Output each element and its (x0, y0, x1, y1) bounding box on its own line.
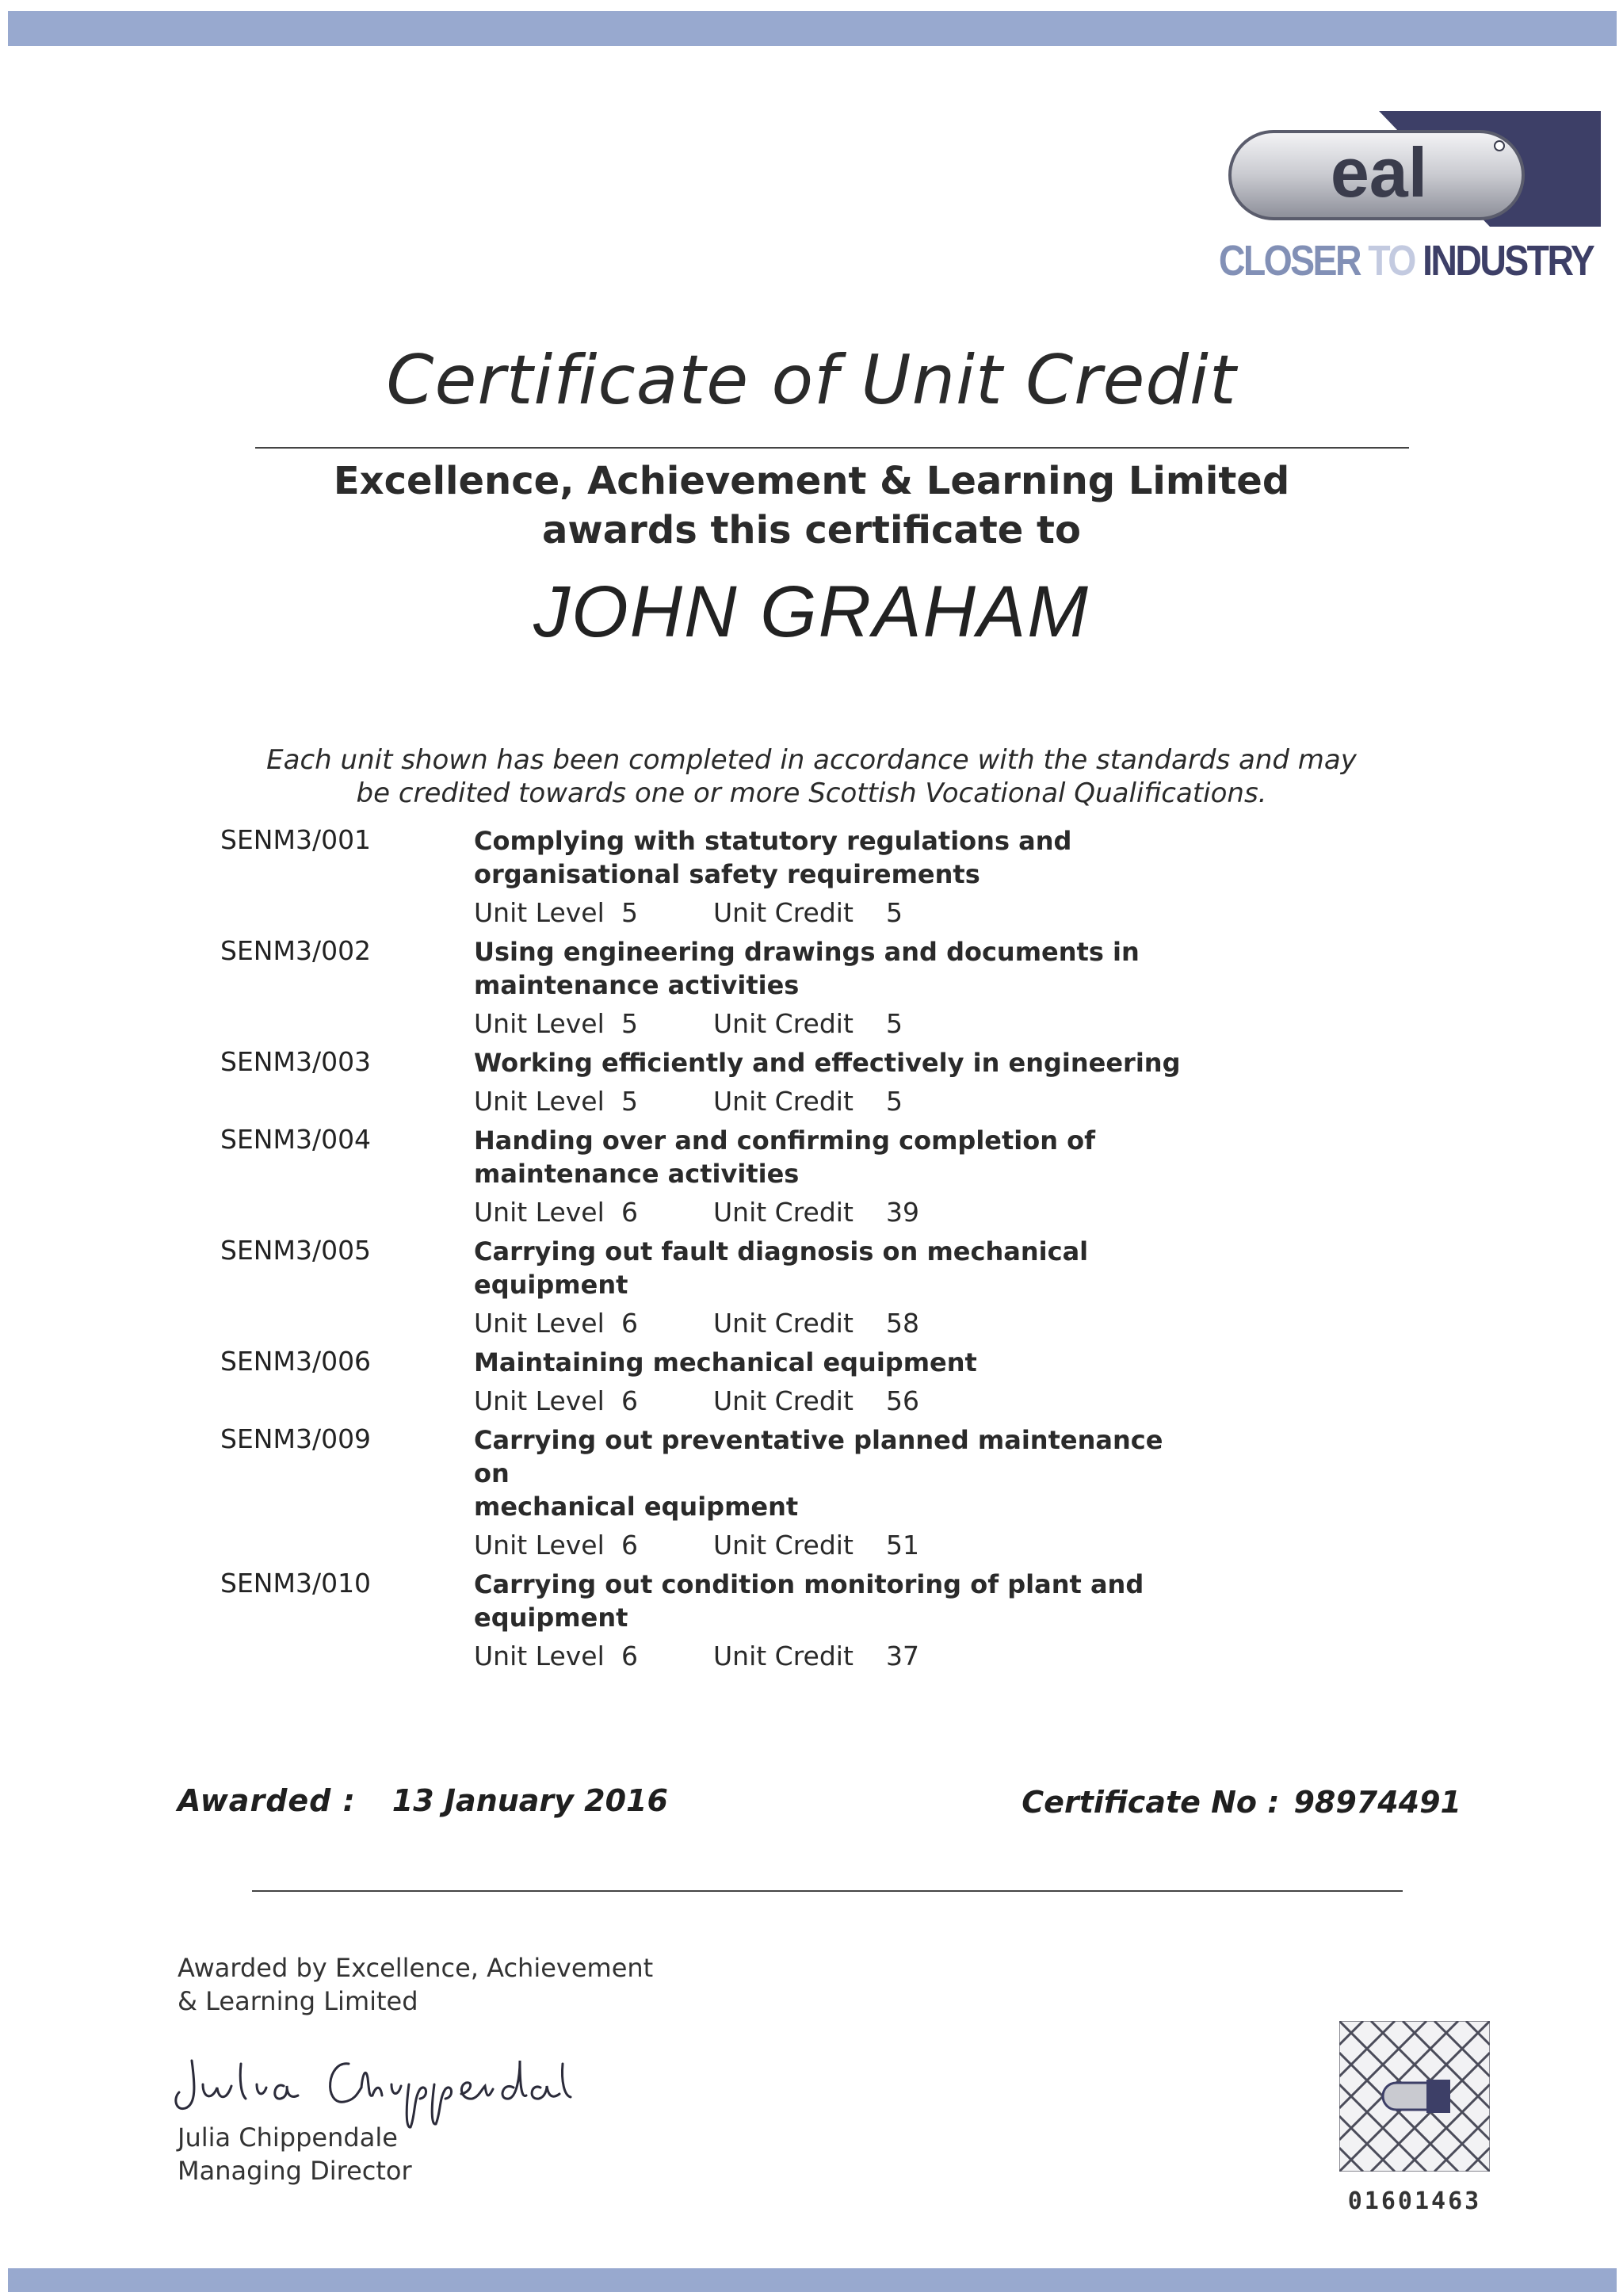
unit-level-value: 5 (621, 897, 638, 928)
unit-title-line: Complying with statutory regulations and (474, 826, 1072, 856)
unit-credit-label: Unit Credit (713, 1530, 854, 1561)
unit-title-line: Handing over and confirming completion of (474, 1125, 1096, 1156)
awarded-date: 13 January 2016 (391, 1783, 668, 1818)
unit-title (474, 1235, 1187, 1301)
unit-level-label: Unit Level (474, 1308, 605, 1339)
unit-title-line: Working efficiently and effectively in engineering (474, 1048, 1181, 1078)
intro-statement (0, 743, 1623, 810)
unit-title-line: mechanical equipment (474, 1492, 799, 1522)
unit-meta (474, 1195, 1409, 1235)
unit-title-line: Carrying out condition monitoring of plant and (474, 1569, 1144, 1599)
certificate-title: Certificate of Unit Credit (386, 341, 1237, 420)
unit-title-line: maintenance activities (474, 970, 800, 1000)
units-list (220, 824, 1409, 1679)
unit-code: SENM3/004 (220, 1124, 372, 1155)
unit-row (220, 1568, 1409, 1679)
unit-row (220, 935, 1409, 1046)
intro-line-2: be credited towards one or more Scottish Vocational Qualifications. (356, 777, 1267, 809)
signature-image (168, 2029, 580, 2132)
title-divider (255, 447, 1409, 449)
issuer-line-1: Excellence, Achievement & Learning Limited (333, 459, 1290, 503)
unit-code: SENM3/006 (220, 1346, 372, 1377)
unit-credit-value: 5 (886, 1086, 903, 1117)
logo-tagline (1219, 236, 1593, 285)
unit-credit-value: 56 (886, 1385, 919, 1416)
unit-title (474, 1423, 1187, 1523)
unit-row (220, 1346, 1409, 1423)
signatory-role: Managing Director (178, 2156, 412, 2186)
certificate-number: 98974491 (1293, 1785, 1461, 1820)
unit-credit-label: Unit Credit (713, 897, 854, 928)
unit-meta (474, 1007, 1409, 1046)
unit-credit-label: Unit Credit (713, 1641, 854, 1671)
eal-logo (1220, 111, 1601, 301)
issuer-line-2: awards this certificate to (542, 508, 1081, 552)
unit-level-value: 6 (621, 1641, 638, 1671)
unit-title-line: maintenance activities (474, 1159, 800, 1189)
unit-level-label: Unit Level (474, 1641, 605, 1671)
certificate-number-label: Certificate No : (1022, 1785, 1280, 1820)
awarded-by-statement (178, 1951, 653, 2018)
tagline-word-1: CLOSER (1218, 237, 1360, 285)
unit-code: SENM3/002 (220, 935, 372, 966)
unit-meta (474, 1528, 1409, 1568)
unit-meta (474, 1384, 1409, 1423)
unit-title-line: Maintaining mechanical equipment (474, 1347, 977, 1377)
unit-level-label: Unit Level (474, 897, 605, 928)
unit-meta (474, 1306, 1409, 1346)
unit-credit-value: 39 (886, 1197, 919, 1228)
unit-level-value: 5 (621, 1008, 638, 1039)
recipient-name: JOHN GRAHAM (533, 571, 1090, 652)
unit-row (220, 824, 1409, 935)
unit-credit-value: 51 (886, 1530, 919, 1561)
unit-credit-value: 58 (886, 1308, 919, 1339)
awarded-by-line-1: Awarded by Excellence, Achievement (178, 1953, 654, 1983)
unit-meta (474, 896, 1409, 935)
unit-title-line: Using engineering drawings and documents in (474, 937, 1140, 967)
unit-row (220, 1124, 1409, 1235)
seal-serial-number: 01601463 (1347, 2187, 1482, 2215)
tagline-word-2: TO (1368, 237, 1415, 285)
top-border-band (8, 11, 1617, 46)
unit-credit-label: Unit Credit (713, 1086, 854, 1117)
awarded-label: Awarded : (178, 1783, 356, 1818)
unit-title (474, 1046, 1187, 1079)
unit-level-value: 5 (621, 1086, 638, 1117)
unit-title (474, 1124, 1187, 1190)
awarded-by-line-2: & Learning Limited (178, 1986, 418, 2016)
unit-row (220, 1046, 1409, 1124)
unit-credit-label: Unit Credit (713, 1308, 854, 1339)
signatory-name: Julia Chippendale (178, 2122, 398, 2153)
unit-level-value: 6 (621, 1308, 638, 1339)
unit-credit-value: 5 (886, 897, 903, 928)
unit-row (220, 1423, 1409, 1568)
signatory-block (178, 2121, 412, 2187)
unit-level-value: 6 (621, 1197, 638, 1228)
intro-line-1: Each unit shown has been completed in accordance with the standards and may (266, 744, 1357, 776)
awarded-date-block (178, 1783, 668, 1818)
unit-level-value: 6 (621, 1385, 638, 1416)
eal-logo-text: eal (1330, 133, 1428, 212)
unit-code: SENM3/001 (220, 824, 372, 855)
tagline-word-3: INDUSTRY (1422, 237, 1593, 285)
unit-title-line: equipment (474, 1603, 628, 1633)
unit-title (474, 1568, 1187, 1634)
unit-title-line: Carrying out fault diagnosis on mechanical equipment (474, 1236, 1089, 1300)
unit-level-label: Unit Level (474, 1008, 605, 1039)
unit-credit-value: 37 (886, 1641, 919, 1671)
security-seal-hologram (1339, 2021, 1490, 2172)
unit-code: SENM3/010 (220, 1568, 372, 1599)
unit-code: SENM3/009 (220, 1423, 372, 1454)
unit-level-label: Unit Level (474, 1385, 605, 1416)
unit-level-value: 6 (621, 1530, 638, 1561)
issuer-statement (0, 457, 1623, 555)
unit-code: SENM3/003 (220, 1046, 372, 1077)
unit-title (474, 824, 1187, 891)
unit-credit-value: 5 (886, 1008, 903, 1039)
unit-credit-label: Unit Credit (713, 1008, 854, 1039)
unit-level-label: Unit Level (474, 1086, 605, 1117)
unit-level-label: Unit Level (474, 1197, 605, 1228)
unit-title-line: Carrying out preventative planned maintenance on (474, 1425, 1163, 1488)
unit-title (474, 1346, 1187, 1379)
unit-code: SENM3/005 (220, 1235, 372, 1266)
bottom-border-band (8, 2268, 1617, 2292)
unit-title-line: organisational safety requirements (474, 859, 980, 889)
unit-row (220, 1235, 1409, 1346)
unit-credit-label: Unit Credit (713, 1197, 854, 1228)
unit-title (474, 935, 1187, 1002)
eal-logo-mark (1220, 111, 1601, 246)
unit-meta (474, 1084, 1409, 1124)
unit-credit-label: Unit Credit (713, 1385, 854, 1416)
certificate-number-block (1022, 1785, 1461, 1820)
unit-level-label: Unit Level (474, 1530, 605, 1561)
unit-meta (474, 1639, 1409, 1679)
footer-divider (252, 1890, 1403, 1892)
